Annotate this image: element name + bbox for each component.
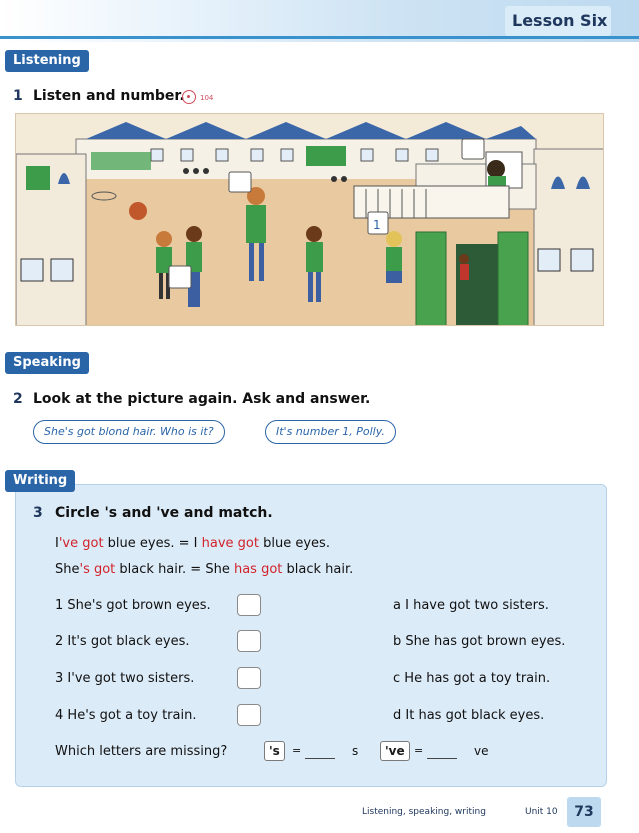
suffix-ve: ve — [474, 744, 489, 758]
equals-sign: = — [292, 744, 302, 757]
lesson-title: Lesson Six — [512, 11, 608, 30]
illustration-svg — [16, 114, 604, 326]
missing-letters-question: Which letters are missing? — [55, 744, 228, 759]
task-number: 2 — [13, 391, 23, 407]
picture-answer-number: 1 — [373, 218, 381, 232]
section-label-listening: Listening — [5, 50, 89, 72]
right-item: a I have got two sisters. — [393, 598, 549, 613]
answer-box[interactable] — [237, 630, 261, 652]
task-instruction: Circle 's and 've and match. — [55, 505, 273, 521]
section-label-speaking: Speaking — [5, 352, 89, 374]
example-sentence-2: She's got black hair. = She has got black hair. — [55, 562, 354, 577]
task-number: 1 — [13, 88, 23, 104]
track-number: 104 — [200, 94, 214, 102]
page-number: 73 — [567, 797, 601, 827]
example-sentence-1: I've got blue eyes. = I have got blue eyes. — [55, 536, 330, 551]
right-item: b She has got brown eyes. — [393, 634, 566, 649]
school-playground-illustration — [15, 113, 604, 326]
answer-box[interactable] — [237, 594, 261, 616]
section-label-writing: Writing — [5, 470, 75, 492]
fill-blank[interactable] — [305, 758, 335, 759]
left-item: 4 He's got a toy train. — [55, 708, 197, 723]
task-number: 3 — [33, 505, 43, 521]
left-item: 1 She's got brown eyes. — [55, 598, 211, 613]
suffix-s: s — [352, 744, 359, 758]
equals-sign: = — [414, 744, 424, 757]
header-rule — [0, 36, 639, 39]
answer-box[interactable] — [237, 704, 261, 726]
speech-bubble-answer: It's number 1, Polly. — [265, 420, 396, 444]
fill-blank[interactable] — [427, 758, 457, 759]
left-item: 2 It's got black eyes. — [55, 634, 190, 649]
answer-box[interactable] — [237, 667, 261, 689]
right-item: d It has got black eyes. — [393, 708, 545, 723]
task-instruction: Listen and number. — [33, 88, 185, 104]
left-item: 3 I've got two sisters. — [55, 671, 195, 686]
speech-bubble-question: She's got blond hair. Who is it? — [33, 420, 225, 444]
audio-cd-icon[interactable] — [182, 90, 196, 104]
footer-section: Listening, speaking, writing — [362, 807, 486, 817]
footer-unit: Unit 10 — [525, 807, 558, 817]
right-item: c He has got a toy train. — [393, 671, 551, 686]
contraction-chip-ve: 've — [380, 741, 410, 761]
task-instruction: Look at the picture again. Ask and answer. — [33, 391, 371, 407]
contraction-chip-s: 's — [264, 741, 285, 761]
